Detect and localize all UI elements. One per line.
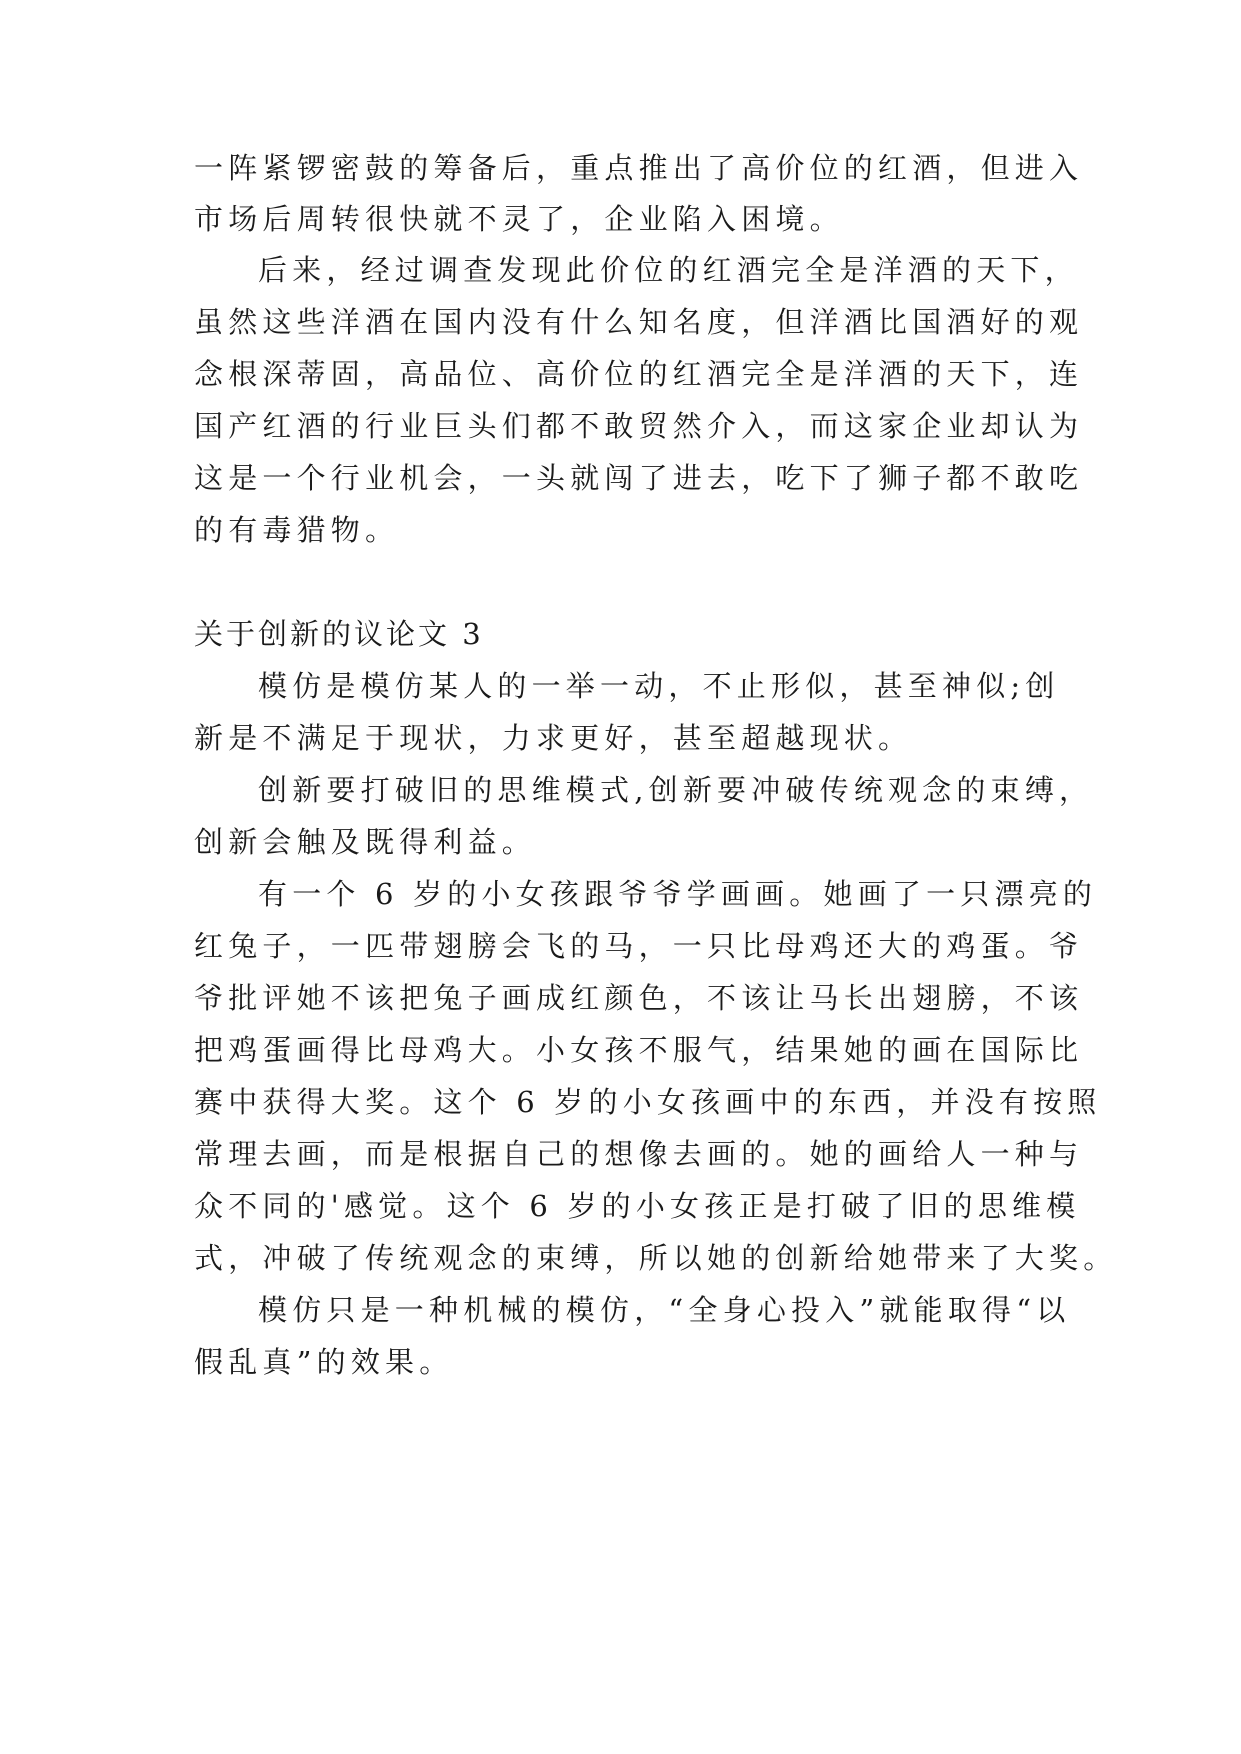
section-heading: 关于创新的议论文 3	[194, 617, 484, 651]
text-line: 虽然这些洋酒在国内没有什么知名度，但洋酒比国酒好的观	[194, 305, 1084, 339]
text-line: 创新会触及既得利益。	[194, 825, 537, 859]
text-line: 创新要打破旧的思维模式,创新要冲破传统观念的束缚，	[258, 773, 1094, 807]
text-line: 式，冲破了传统观念的束缚，所以她的创新给她带来了大奖。	[194, 1241, 1118, 1275]
text-line: 模仿只是一种机械的模仿，“全身心投入”就能取得“以	[258, 1293, 1071, 1327]
text-line: 赛中获得大奖。这个 6 岁的小女孩画中的东西，并没有按照	[194, 1085, 1102, 1119]
text-line: 常理去画，而是根据自己的想像去画的。她的画给人一种与	[194, 1137, 1084, 1171]
text-line: 后来，经过调查发现此价位的红酒完全是洋酒的天下，	[258, 253, 1079, 287]
text-line: 模仿是模仿某人的一举一动，不止形似，甚至神似;创	[258, 669, 1060, 703]
text-line: 假乱真”的效果。	[194, 1345, 454, 1379]
text-line: 市场后周转很快就不灵了，企业陷入困境。	[194, 202, 844, 236]
text-line: 念根深蒂固，高品位、高价位的红酒完全是洋酒的天下，连	[194, 357, 1084, 391]
text-line: 爷批评她不该把兔子画成红颜色，不该让马长出翅膀，不该	[194, 981, 1084, 1015]
text-line: 新是不满足于现状，力求更好，甚至超越现状。	[194, 721, 913, 755]
text-line: 红兔子，一匹带翅膀会飞的马，一只比母鸡还大的鸡蛋。爷	[194, 929, 1084, 963]
text-line: 有一个 6 岁的小女孩跟爷爷学画画。她画了一只漂亮的	[258, 877, 1098, 911]
text-line: 把鸡蛋画得比母鸡大。小女孩不服气，结果她的画在国际比	[194, 1033, 1084, 1067]
text-line: 这是一个行业机会，一头就闯了进去，吃下了狮子都不敢吃	[194, 461, 1084, 495]
text-line: 众不同的'感觉。这个 6 岁的小女孩正是打破了旧的思维模	[194, 1189, 1081, 1223]
text-line: 的有毒猎物。	[194, 513, 400, 547]
text-line: 国产红酒的行业巨头们都不敢贸然介入，而这家企业却认为	[194, 409, 1084, 443]
text-line: 一阵紧锣密鼓的筹备后，重点推出了高价位的红酒，但进入	[194, 151, 1084, 185]
